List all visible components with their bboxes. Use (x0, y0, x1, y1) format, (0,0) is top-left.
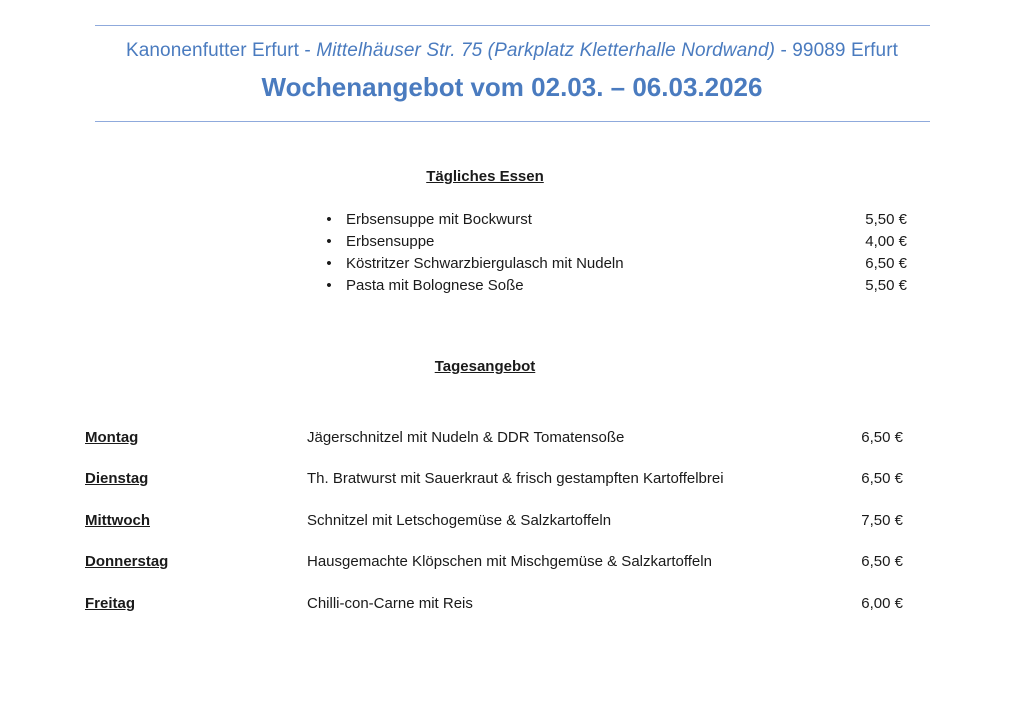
restaurant-city: - 99089 Erfurt (780, 40, 899, 61)
offer-price: 6,50 € (861, 429, 903, 446)
bullet-icon: • (326, 211, 332, 228)
offer-day: Mittwoch (85, 512, 150, 529)
daily-item-name: Köstritzer Schwarzbiergulasch mit Nudeln (346, 255, 624, 272)
daily-item-name: Erbsensuppe mit Bockwurst (346, 211, 532, 228)
offer-dish: Chilli-con-Carne mit Reis (307, 595, 473, 612)
offer-price: 7,50 € (861, 512, 903, 529)
offer-day: Dienstag (85, 470, 149, 487)
offer-row-friday (85, 593, 905, 615)
offer-price: 6,00 € (861, 595, 903, 612)
daily-menu-item (322, 275, 907, 297)
offer-dish: Hausgemachte Klöpschen mit Mischgemüse & Salzkartoffeln (307, 553, 712, 570)
daily-menu-item (322, 209, 907, 231)
offer-day: Montag (85, 429, 139, 446)
daily-item-price: 5,50 € (865, 211, 907, 228)
daily-item-name: Erbsensuppe (346, 233, 435, 250)
bullet-icon: • (326, 255, 332, 272)
offer-dish: Jägerschnitzel mit Nudeln & DDR Tomatensoße (307, 429, 625, 446)
offer-price: 6,50 € (861, 553, 903, 570)
offer-dish: Th. Bratwurst mit Sauerkraut & frisch gestampften Kartoffelbrei (307, 470, 724, 487)
offer-row-thursday (85, 551, 905, 573)
daily-item-name: Pasta mit Bolognese Soße (346, 277, 524, 294)
header-top-rule (95, 25, 930, 26)
restaurant-address-line (0, 40, 1024, 62)
offer-day: Freitag (85, 595, 136, 612)
daily-menu-item (322, 231, 907, 253)
offer-row-monday (85, 427, 905, 449)
daily-menu-list (322, 209, 907, 297)
daily-item-price: 4,00 € (865, 233, 907, 250)
daily-section-title: Tägliches Essen (426, 168, 544, 185)
offer-row-tuesday (85, 468, 905, 490)
restaurant-name: Kanonenfutter Erfurt - (125, 40, 311, 61)
daily-item-price: 5,50 € (865, 277, 907, 294)
restaurant-street: Mittelhäuser Str. 75 (Parkplatz Kletterhalle Nordwand) (316, 40, 776, 61)
offer-section-title: Tagesangebot (434, 358, 536, 375)
header-bottom-rule (95, 121, 930, 122)
page-title: Wochenangebot vom 02.03. – 06.03.2026 (261, 72, 763, 102)
daily-item-price: 6,50 € (865, 255, 907, 272)
bullet-icon: • (326, 277, 332, 294)
bullet-icon: • (326, 233, 332, 250)
offer-row-wednesday (85, 510, 905, 532)
offer-price: 6,50 € (861, 470, 903, 487)
daily-menu-item (322, 253, 907, 275)
offer-day: Donnerstag (85, 553, 169, 570)
offer-dish: Schnitzel mit Letschogemüse & Salzkartoffeln (307, 512, 612, 529)
